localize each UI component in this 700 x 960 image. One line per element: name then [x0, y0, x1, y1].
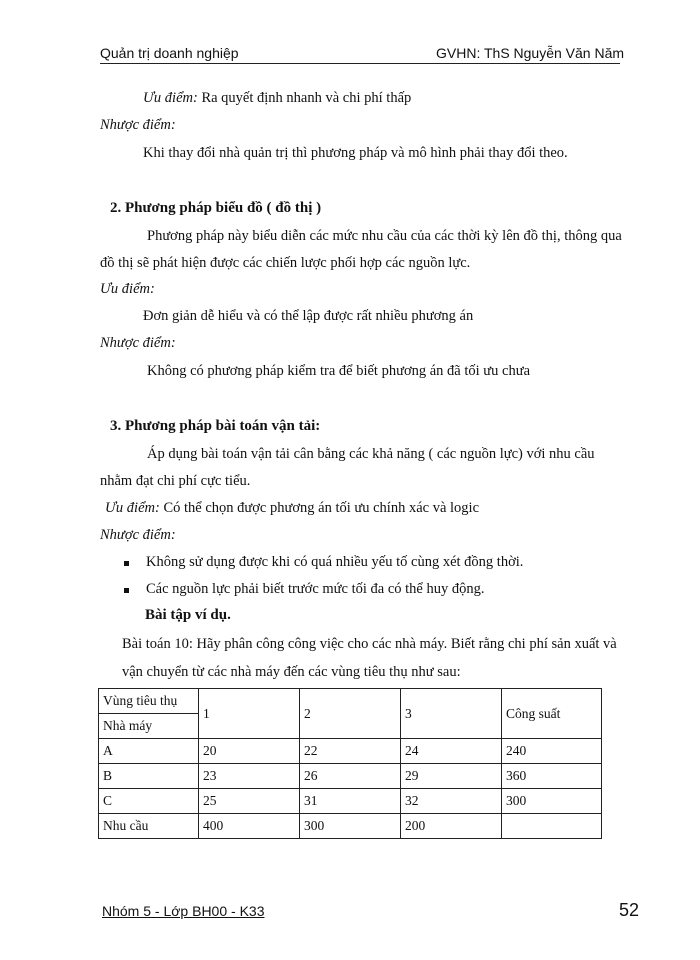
table-row — [99, 739, 602, 764]
sec1-dis-label: Nhược điểm: — [100, 117, 176, 133]
table-cell: 29 — [401, 764, 502, 789]
column-header: 2 — [300, 689, 401, 739]
table-cell: 26 — [300, 764, 401, 789]
column-header: Công suất — [502, 689, 602, 739]
bullet-icon — [124, 561, 129, 566]
sec3-adv-label: Ưu điểm: — [105, 500, 160, 516]
table-cell: 200 — [401, 814, 502, 839]
corner-bottom-cell: Nhà máy — [99, 714, 199, 739]
sec3-para-line1: Áp dụng bài toán vận tải cân bằng các khả năng ( các nguồn lực) với nhu cầu — [147, 446, 595, 462]
header-rule — [100, 63, 620, 64]
sec3-dis-label: Nhược điểm: — [100, 527, 176, 543]
sec2-adv-label: Ưu điểm: — [100, 281, 155, 297]
row-label: C — [99, 789, 199, 814]
corner-top-cell: Vùng tiêu thụ — [99, 689, 199, 714]
table-cell: 25 — [199, 789, 300, 814]
table-cell: 360 — [502, 764, 602, 789]
table-cell: 300 — [502, 789, 602, 814]
table-cell: 22 — [300, 739, 401, 764]
sec2-dis-label: Nhược điểm: — [100, 335, 176, 351]
sec2-adv-text: Đơn giản dễ hiểu và có thể lập được rất nhiều phương án — [143, 308, 474, 324]
row-label: A — [99, 739, 199, 764]
table-header-row — [99, 689, 602, 714]
page-number: 52 — [619, 900, 640, 920]
table-cell: 400 — [199, 814, 300, 839]
table-row — [99, 764, 602, 789]
sec3-para-line2: nhằm đạt chi phí cực tiểu. — [100, 473, 251, 489]
footer-group: Nhóm 5 - Lớp BH00 - K33 — [102, 903, 265, 919]
exercise-line1: Bài toán 10: Hãy phân công công việc cho các nhà máy. Biết rằng chi phí sản xuất và — [122, 636, 617, 652]
table-cell: 23 — [199, 764, 300, 789]
sec3-bullet-1: Không sử dụng được khi có quá nhiều yếu tố cùng xét đồng thời. — [146, 554, 524, 570]
sec2-para-line1: Phương pháp này biểu diễn các mức nhu cầu của các thời kỳ lên đồ thị, thông qua — [147, 228, 622, 244]
bullet-icon — [124, 588, 129, 593]
header-instructor: GVHN: ThS Nguyễn Văn Năm — [436, 45, 625, 61]
sec3-bullet-2: Các nguồn lực phải biết trước mức tối đa có thể huy động. — [146, 581, 485, 597]
exercise-title: Bài tập ví dụ. — [145, 607, 231, 623]
sec3-advantages — [105, 500, 479, 517]
table-cell: 300 — [300, 814, 401, 839]
sec3-heading: 3. Phương pháp bài toán vận tải: — [110, 418, 321, 434]
sec1-dis-text: Khi thay đổi nhà quản trị thì phương pháp và mô hình phải thay đổi theo. — [143, 145, 568, 161]
column-header: 1 — [199, 689, 300, 739]
table-cell: 240 — [502, 739, 602, 764]
exercise-line2: vận chuyển từ các nhà máy đến các vùng tiêu thụ như sau: — [122, 664, 461, 680]
sec3-adv-text: Có thể chọn được phương án tối ưu chính xác và logic — [159, 500, 480, 516]
table-cell: 24 — [401, 739, 502, 764]
sec1-advantages — [143, 90, 411, 107]
sec1-adv-label: Ưu điểm: — [143, 90, 198, 106]
table-row — [99, 814, 602, 839]
table-cell: 32 — [401, 789, 502, 814]
table-cell: 20 — [199, 739, 300, 764]
cost-table — [98, 688, 602, 839]
table-row — [99, 789, 602, 814]
column-header: 3 — [401, 689, 502, 739]
header-course: Quản trị doanh nghiệp — [100, 45, 239, 61]
table-cell: 31 — [300, 789, 401, 814]
sec2-dis-text: Không có phương pháp kiểm tra để biết phương án đã tối ưu chưa — [147, 363, 531, 379]
row-label: B — [99, 764, 199, 789]
sec2-para-line2: đồ thị sẽ phát hiện được các chiến lược phối hợp các nguồn lực. — [100, 255, 471, 271]
sec1-adv-text: Ra quyết định nhanh và chi phí thấp — [197, 90, 412, 106]
table-cell — [502, 814, 602, 839]
sec2-heading: 2. Phương pháp biểu đồ ( đồ thị ) — [110, 200, 322, 216]
row-label: Nhu cầu — [99, 814, 199, 839]
